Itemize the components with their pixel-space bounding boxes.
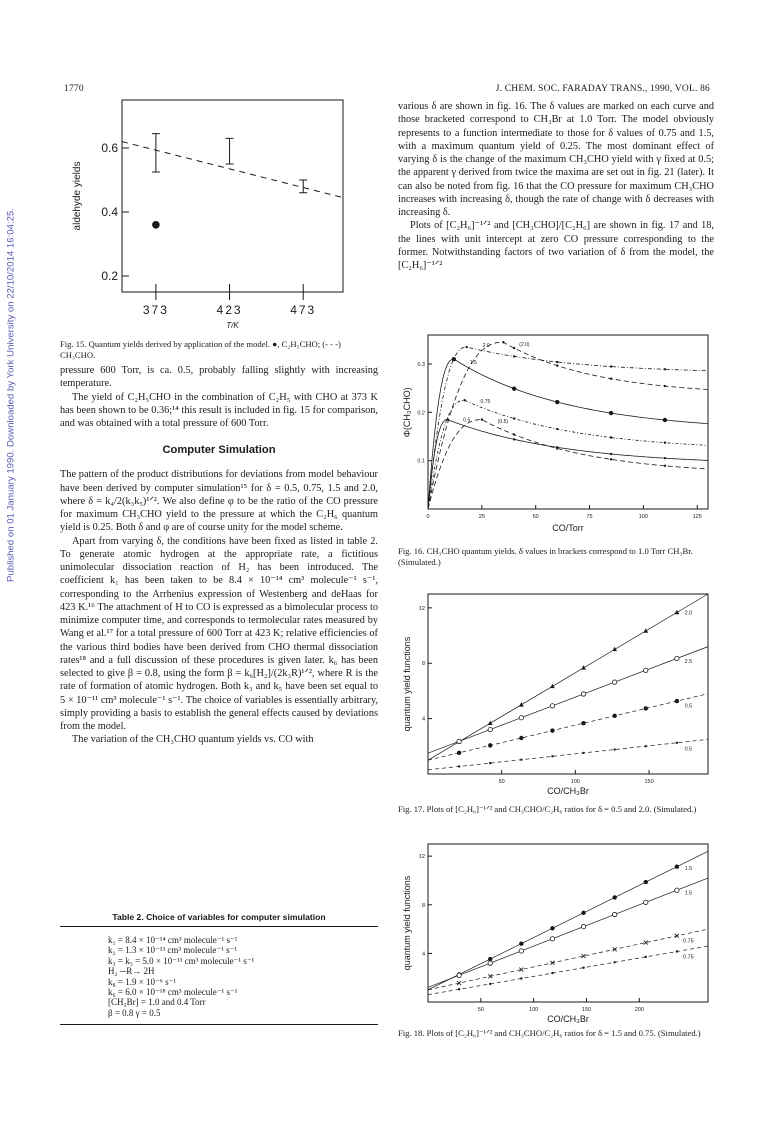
fig17-series-point bbox=[488, 727, 492, 731]
fig16-y-tick-label: 0.3 bbox=[417, 362, 425, 368]
fig17-series-point bbox=[675, 656, 679, 660]
left-paragraph-2: The yield of C₂H₅CHO in the combination of C₂H₅ with CHO at 373 K has been shown to be 0.36;¹⁴ this result is included in fig. 15 for comparison, and was obtained with a total pressure of 600 Torr. bbox=[60, 391, 378, 429]
fig17-series-point bbox=[613, 748, 615, 750]
fig17-x-axis-label: CO/CH₃Br bbox=[547, 786, 589, 796]
figure-16-plot bbox=[398, 333, 714, 538]
fig16-series-point bbox=[513, 438, 515, 440]
figure-17-plot bbox=[398, 590, 714, 798]
fig16-series-point bbox=[610, 436, 612, 438]
fig16-x-tick-label: 50 bbox=[532, 514, 539, 520]
fig17-frame bbox=[428, 594, 708, 774]
fig15-data-point bbox=[152, 221, 160, 229]
fig18-series-4-line bbox=[428, 946, 708, 995]
fig16-series-point bbox=[513, 433, 515, 435]
fig15-x-tick-label: 423 bbox=[216, 303, 243, 317]
fig18-x-tick-label: 50 bbox=[477, 1007, 484, 1013]
fig16-x-tick-label: 75 bbox=[586, 514, 593, 520]
fig16-series-point bbox=[556, 364, 558, 366]
fig18-series-3-line bbox=[428, 929, 708, 990]
figure-16 bbox=[398, 333, 714, 538]
table-2-body bbox=[60, 927, 378, 1024]
figure-18 bbox=[398, 840, 714, 1026]
fig18-x-axis-label: CO/CH₃Br bbox=[547, 1014, 589, 1024]
fig18-y-tick-label: 4 bbox=[421, 951, 425, 958]
fig16-curve-label: 0.75 bbox=[480, 398, 491, 405]
fig17-x-tick-label: 150 bbox=[644, 779, 654, 785]
fig16-series-point bbox=[664, 385, 666, 387]
fig15-y-tick-label: 0.6 bbox=[101, 141, 118, 155]
figure-15-caption: Fig. 15. Quantum yields derived by application of the model. ●, C₂H₅CHO; (- - -) CH₃CHO. bbox=[60, 339, 341, 360]
page-number: 1770 bbox=[64, 84, 84, 94]
table-2-row: k₁ = 8.4 × 10⁻¹⁴ cm³ molecule⁻¹ s⁻¹ bbox=[108, 935, 238, 945]
fig17-series-point bbox=[676, 742, 678, 744]
fig18-series-point bbox=[488, 961, 492, 965]
fig16-series-2-line bbox=[428, 342, 708, 509]
right-paragraph-2: Plots of [C₂H₆]⁻¹ᐟ² and [CH₃CHO]/[C₂H₆] are shown in fig. 17 and 18, the lines with unit intercept at zero CO pressure corresponding to the former. Notwithstanding factors of two variation of δ from the model, the [C₂H₆]⁻¹ᐟ² bbox=[398, 220, 714, 271]
fig17-series-point bbox=[644, 668, 648, 672]
table-2-row: [CH₃Br] = 1.0 and 0.4 Torr bbox=[108, 997, 206, 1008]
fig18-y-tick-label: 12 bbox=[418, 854, 425, 861]
download-watermark-text: Published on 01 January 1990. Downloaded by York University on 22/10/2014 16:04:25. bbox=[5, 208, 17, 582]
fig16-x-tick-label: 25 bbox=[478, 514, 485, 520]
fig18-series-point bbox=[644, 880, 648, 884]
fig16-series-5-line bbox=[428, 420, 708, 509]
fig17-y-tick-label: 8 bbox=[421, 661, 425, 668]
fig16-series-point bbox=[556, 447, 558, 449]
fig18-series-point bbox=[676, 950, 678, 952]
fig18-series-point bbox=[489, 983, 491, 985]
fig18-series-point bbox=[582, 966, 584, 968]
fig17-series-4-line bbox=[428, 739, 708, 769]
fig17-curve-label: 0.5 bbox=[684, 703, 693, 710]
fig17-series-point bbox=[519, 715, 523, 719]
fig16-series-point bbox=[513, 355, 515, 357]
fig17-series-point bbox=[581, 721, 585, 725]
table-2 bbox=[60, 912, 378, 1025]
left-paragraph-5: The variation of the CH₃CHO quantum yields vs. CO with bbox=[72, 734, 314, 746]
fig16-x-axis-label: CO/Torr bbox=[552, 523, 584, 533]
table-2-row: k₃ = k₅ = 5.0 × 10⁻¹¹ cm³ molecule⁻¹ s⁻¹ bbox=[108, 955, 255, 966]
fig17-series-point bbox=[520, 758, 522, 760]
figure-15-plot bbox=[60, 98, 378, 363]
fig17-series-point bbox=[675, 699, 679, 703]
fig16-curve-label: (0.5) bbox=[497, 419, 509, 426]
fig18-y-tick-label: 8 bbox=[421, 902, 425, 909]
fig18-curve-label: 0.75 bbox=[683, 938, 694, 945]
fig15-x-axis-label: T/K bbox=[226, 321, 239, 330]
fig17-curve-label: 0.5 bbox=[684, 746, 693, 753]
figure-17-caption: Fig. 17. Plots of [C₂H₆]⁻¹ᐟ² and CH₃CHO/C₂H₆ ratios for δ = 0.5 and 2.0. (Simulated.) bbox=[398, 804, 697, 814]
fig16-series-point bbox=[512, 386, 516, 390]
figure-18-plot bbox=[398, 840, 714, 1026]
fig16-series-point bbox=[609, 411, 613, 415]
fig17-series-point bbox=[457, 751, 461, 755]
fig16-series-point bbox=[610, 458, 612, 460]
fig18-series-2-line bbox=[428, 878, 708, 987]
fig18-series-point bbox=[550, 926, 554, 930]
fig17-series-point bbox=[612, 680, 616, 684]
fig16-curve-label: 2.0 bbox=[482, 343, 490, 350]
fig16-curve-label: 1.5 bbox=[469, 359, 477, 366]
fig16-y-axis-label: Φ(CH₃CHO) bbox=[402, 387, 412, 438]
fig17-y-tick-label: 12 bbox=[418, 605, 425, 612]
fig16-series-point bbox=[664, 457, 666, 459]
table-2-row: β = 0.8 γ = 0.5 bbox=[108, 1007, 161, 1018]
fig15-y-tick-label: 0.4 bbox=[101, 205, 118, 219]
fig15-error-bar bbox=[226, 138, 234, 164]
fig16-series-point bbox=[610, 365, 612, 367]
fig17-series-point bbox=[612, 714, 616, 718]
table-2-title: Table 2. Choice of variables for computer simulation bbox=[112, 912, 326, 922]
fig17-series-point bbox=[488, 721, 493, 725]
fig16-series-point bbox=[452, 357, 456, 361]
fig17-series-point bbox=[582, 752, 584, 754]
fig16-series-point bbox=[513, 347, 515, 349]
table-2-row: k₈ = 1.9 × 10⁻⁶ s⁻¹ bbox=[108, 976, 177, 987]
fig18-series-point bbox=[613, 961, 615, 963]
fig17-series-point bbox=[550, 704, 554, 708]
fig16-series-3-line bbox=[428, 359, 708, 509]
fig17-x-tick-label: 50 bbox=[498, 779, 505, 785]
left-paragraph-3: The pattern of the product distributions for deviations from model behaviour have been derived by computer simulation¹⁵ for δ = 0.5, 0.75, 1.5 and 2.0, where δ = k₄/2(k₃k₅)¹ᐟ². We also define φ to be the ratio of the CO pressure for maximum CH₃CHO yield to the pressure at which the C₂H₆ quantum yield is 0.25. Both δ and φ are of course unity for the model scheme. bbox=[60, 469, 378, 534]
fig16-x-tick-label: 100 bbox=[638, 514, 648, 520]
fig18-y-axis-label: quantum yield functions bbox=[402, 875, 412, 971]
fig18-series-point bbox=[519, 941, 523, 945]
fig18-series-point bbox=[612, 912, 616, 916]
fig16-series-point bbox=[502, 341, 504, 343]
fig16-series-point bbox=[610, 453, 612, 455]
journal-running-head: J. CHEM. SOC. FARADAY TRANS., 1990, VOL. 86 bbox=[495, 84, 710, 94]
fig17-series-point bbox=[488, 743, 492, 747]
fig18-curve-label: 1.5 bbox=[684, 890, 693, 897]
fig15-dashed-fit-line bbox=[122, 142, 343, 198]
left-paragraph-1: pressure 600 Torr, is ca. 0.5, probably falling slightly with increasing temperature. bbox=[60, 365, 378, 390]
fig16-series-point bbox=[555, 400, 559, 404]
fig16-series-point bbox=[610, 378, 612, 380]
fig17-series-2-line bbox=[428, 647, 708, 754]
fig16-y-tick-label: 0.2 bbox=[417, 410, 425, 417]
fig16-curve-label: (2.0) bbox=[519, 342, 530, 349]
download-watermark bbox=[2, 70, 20, 720]
fig16-series-1-line bbox=[428, 347, 708, 509]
fig17-series-point bbox=[645, 745, 647, 747]
fig17-series-3-line bbox=[428, 694, 708, 760]
fig16-series-point bbox=[513, 417, 515, 419]
fig17-y-axis-label: quantum yield functions bbox=[402, 636, 412, 732]
fig18-series-point bbox=[675, 864, 679, 868]
fig17-series-point bbox=[551, 755, 553, 757]
figure-15 bbox=[60, 98, 378, 363]
fig16-x-tick-label: 125 bbox=[692, 514, 702, 520]
table-2-row: H₂ ─R→ 2H bbox=[108, 966, 155, 977]
fig16-x-tick-label: 0 bbox=[426, 514, 430, 520]
fig18-series-1-line bbox=[428, 851, 708, 990]
fig17-series-point bbox=[457, 739, 461, 743]
fig18-series-point bbox=[550, 937, 554, 941]
fig18-series-point bbox=[458, 988, 460, 990]
fig16-series-point bbox=[664, 441, 666, 443]
fig15-x-tick-label: 473 bbox=[290, 303, 317, 317]
fig15-y-tick-label: 0.2 bbox=[101, 269, 118, 283]
fig18-series-point bbox=[644, 900, 648, 904]
fig18-x-tick-label: 150 bbox=[581, 1007, 592, 1013]
fig16-series-point bbox=[664, 465, 666, 467]
fig18-curve-label: 1.5 bbox=[684, 865, 693, 872]
fig17-series-point bbox=[581, 665, 586, 669]
fig17-series-point bbox=[519, 702, 524, 706]
fig17-series-point bbox=[519, 736, 523, 740]
figure-16-caption: Fig. 16. CH₃CHO quantum yields. δ values in brackets correspond to 1.0 Torr CH₃Br. (Simulated.) bbox=[398, 546, 693, 567]
fig15-frame bbox=[122, 100, 343, 292]
figure-18-caption: Fig. 18. Plots of [C₂H₆]⁻¹ᐟ² and CH₃CHO/C₂H₆ ratios for δ = 1.5 and 0.75. (Simulated.) bbox=[398, 1028, 701, 1038]
fig17-series-point bbox=[550, 684, 555, 688]
fig17-series-point bbox=[644, 706, 648, 710]
fig18-series-point bbox=[551, 972, 553, 974]
fig17-y-tick-label: 4 bbox=[421, 716, 425, 723]
fig17-series-point bbox=[489, 762, 491, 764]
fig17-series-1-line bbox=[428, 594, 708, 760]
fig18-x-tick-label: 100 bbox=[529, 1007, 539, 1013]
fig17-curve-label: 2.5 bbox=[684, 659, 693, 666]
fig18-series-point bbox=[457, 973, 461, 977]
fig18-curve-label: 0.75 bbox=[683, 954, 694, 961]
fig16-series-point bbox=[664, 368, 666, 370]
fig16-curve-label: 0.5 bbox=[463, 417, 471, 424]
fig16-series-point bbox=[663, 418, 667, 422]
fig15-error-bar bbox=[152, 134, 160, 172]
fig17-series-point bbox=[581, 692, 585, 696]
fig16-series-6-line bbox=[428, 420, 708, 509]
fig16-series-point bbox=[556, 361, 558, 363]
section-title: Computer Simulation bbox=[162, 444, 276, 457]
fig17-series-point bbox=[550, 728, 554, 732]
fig18-series-point bbox=[675, 888, 679, 892]
figure-17 bbox=[398, 590, 714, 798]
fig16-y-tick-label: 0.1 bbox=[417, 458, 425, 465]
fig18-series-point bbox=[612, 895, 616, 899]
fig17-series-point bbox=[612, 647, 617, 651]
table-2-row: k₆ = 6.0 × 10⁻¹⁸ cm³ molecule⁻¹ s⁻¹ bbox=[108, 987, 238, 998]
fig17-x-tick-label: 100 bbox=[570, 779, 580, 785]
fig16-series-point bbox=[556, 428, 558, 430]
fig17-series-point bbox=[674, 610, 679, 614]
fig17-series-point bbox=[458, 765, 460, 767]
fig17-series-point bbox=[643, 628, 648, 632]
fig18-series-point bbox=[520, 977, 522, 979]
fig16-series-point bbox=[463, 399, 465, 401]
fig18-series-point bbox=[581, 924, 585, 928]
fig16-series-point bbox=[466, 346, 468, 348]
fig18-series-point bbox=[581, 911, 585, 915]
fig17-curve-label: 2.0 bbox=[684, 610, 693, 617]
table-2-row: k₂ = 1.3 × 10⁻¹³ cm³ molecule⁻¹ s⁻¹ bbox=[108, 945, 238, 956]
fig18-x-tick-label: 200 bbox=[634, 1007, 644, 1013]
fig16-series-point bbox=[481, 418, 483, 420]
fig15-x-tick-label: 373 bbox=[142, 303, 169, 317]
fig16-series-point bbox=[446, 418, 448, 420]
fig15-error-bar bbox=[299, 180, 307, 193]
left-paragraph-4: Apart from varying δ, the conditions have been fixed as listed in table 2. To generate atomic hydrogen at the appropriate rate, a fictitious unimolecular dissociation reaction of H₂ has been introduced. The coefficient k₁ has been taken to be 8.4 × 10⁻¹⁴ cm³ molecule⁻¹ s⁻¹, corresponding to the Arrhenius expression of Westenberg and deHaas for 423 K.¹⁶ The attachment of H to CO is expressed as a bimolecular process to minimize computer time, and corresponds to termolecular rates measured by Wang et al.¹⁷ for a total pressure of 600 Torr at 423 K; relative efficiencies of the various third bodies have been derived from CHO thermal dissociation rates¹⁸ and a full discussion of these procedures is given later. k₆ has been selected to give β = 0.8, using the form β = k₆[H₂]/(2k₃R)¹ᐟ², where R is the rate of formation of atomic hydrogen. Both k₃ and k₅ have been set equal to 5 × 10⁻¹¹ cm³ molecule⁻¹ s⁻¹. The choice of variables is essentially arbitrary, simply providing a basis to establish the general effects caused by deviations from the model. bbox=[60, 535, 378, 732]
right-paragraph-1: various δ are shown in fig. 16. The δ values are marked on each curve and those bracketed correspond to CH₃Br at 1.0 Torr. The model obviously represents to a function intermediate to those for δ values of 0.75 and 1.5, with a maximum quantum yield of 0.25. The most dominant effect of varying δ is the change of the maximum CH₃CHO yield with γ fixed at 0.5; the apparent γ derived from twice the maxima are set out in fig. 21 (later). It can also be noted from fig. 16 that the CO pressure for maximum CH₃CHO increases with increasing δ, though the rate of change with δ decreases with increasing δ. bbox=[398, 101, 714, 218]
fig18-series-point bbox=[519, 949, 523, 953]
fig18-series-point bbox=[645, 956, 647, 958]
fig15-y-axis-label: aldehyde yields bbox=[72, 161, 83, 231]
fig18-frame bbox=[428, 844, 708, 1002]
